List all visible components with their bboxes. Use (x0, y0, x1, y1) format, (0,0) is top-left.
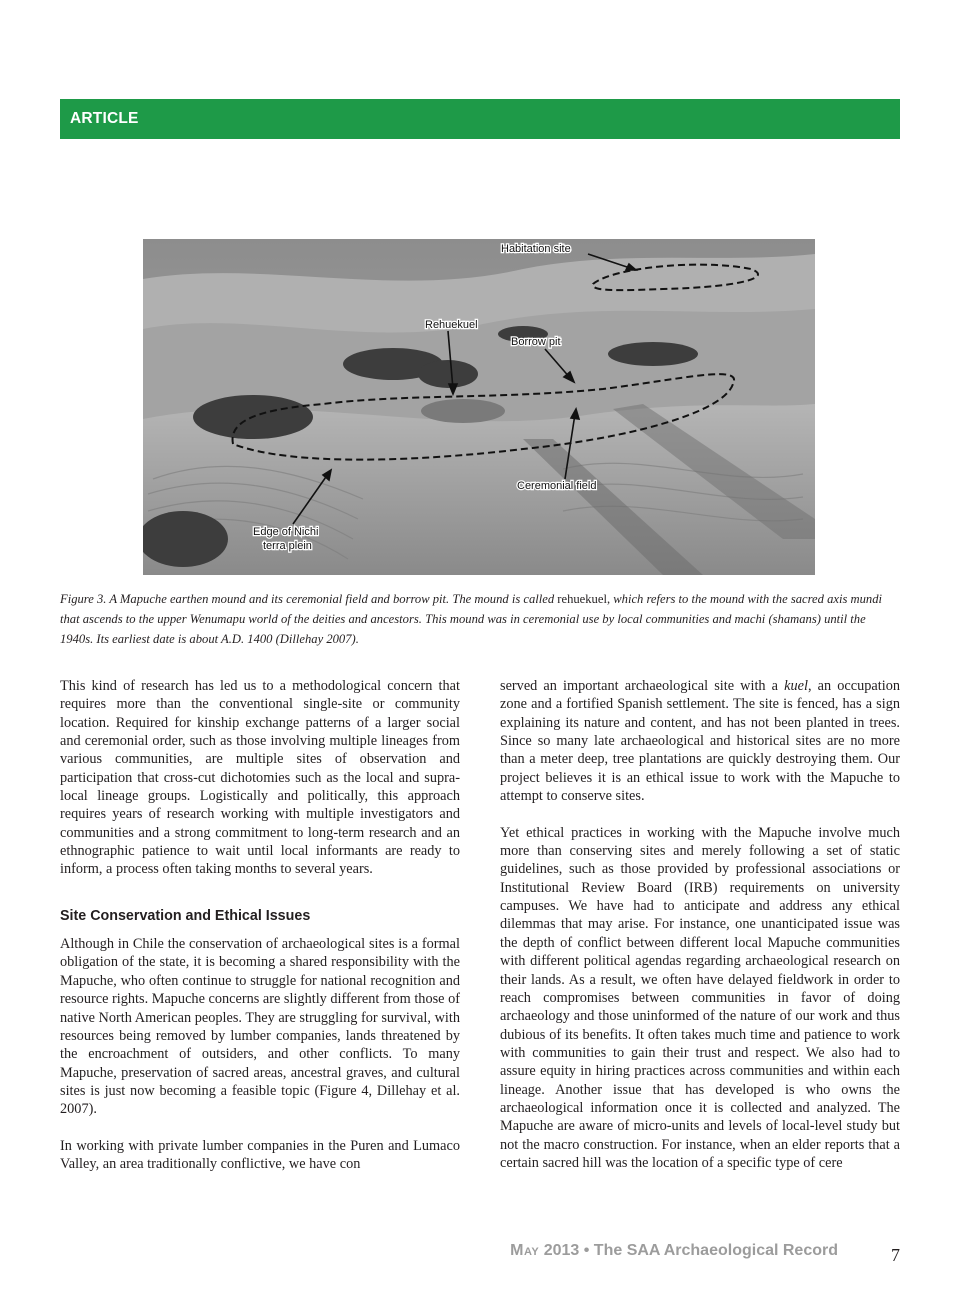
caption-part1: Figure 3. A Mapuche earthen mound and its ceremonial field and borrow pit. The mound is called (60, 592, 558, 606)
label-borrow-pit: Borrow pit (511, 336, 561, 348)
page-number: 7 (891, 1245, 900, 1265)
footer-journal-title (510, 1242, 838, 1260)
footer-month: May (510, 1242, 540, 1259)
italic-term: kuel (784, 678, 808, 694)
paragraph: Although in Chile the conservation of archaeological sites is a formal obligation of the state, it is becoming a shared responsibility with the Mapuche, who often continue to struggle for national recognition and resource rights. Mapuche concerns are slightly different from those of native North American peoples. They are struggling for survival, with resources being removed by lumber companies, lands threatened by the encroachment of outsiders, and other conflicts. To many Mapuche, preservation of sacred areas, ancestral graves, and cultural sites is just now becoming a feasible topic (Figure 4, Dillehay et al. 2007). (60, 936, 460, 1118)
paragraph: This kind of research has led us to a methodological concern that requires more than the conventional single-site or community location. Required for kinship exchange patterns of a larger social and ceremonial order, such as those involving multiple lineages from various communities, are multiple sites of observation and participation that cross-cut dichotomies such as the local and supra-local lineage groups. Logistically and politically, this approach requires years of research working with multiple investigators and communities and a strong commitment to long-term research and an ethnographic patience to wait until local informants are ready to inform, a process often taking months to several years. (60, 678, 460, 878)
caption-part2: which refers to the mound with the sacred axis mundi that ascends to the upper Wenumapu world of the deities and ancestors. This mound was in ceremonial use by local communities and machi (shamans) until the 1940s. Its earliest date is about A.D. 1400 (Dillehay 2007). (60, 592, 883, 646)
section-label: ARTICLE (70, 110, 139, 127)
aerial-landscape-image (143, 239, 815, 575)
text-run: served an important archaeological site with a (500, 678, 785, 694)
figure-photo (143, 239, 815, 575)
footer-journal-text: 2013 • The SAA Archaeological Record (539, 1242, 838, 1259)
section-banner (60, 99, 900, 139)
label-ceremonial-field: Ceremonial field (517, 480, 597, 492)
label-terra-plein: terra plein (263, 540, 312, 552)
figure-caption (60, 589, 900, 649)
label-habitation-site: Habitation site (501, 243, 571, 255)
right-column (500, 677, 900, 1172)
label-rehuekuel: Rehuekuel (425, 319, 478, 331)
paragraph: Yet ethical practices in working with the Mapuche involve much more than conserving sites and merely following a set of static guidelines, such as those provided by professional associations or Institutional Review Board (IRB) requirements on university campuses. We have had to anticipate and address any ethical dilemmas that may arise. For instance, one unanticipated issue was the depth of conflict between different local Mapuche communities with different political agendas regarding archaeological research on their lands. As a result, we often have delayed fieldwork in order to reach compromises between communities in favor of doing archaeology and those uninformed of the nature of our work and thus dubious of its benefits. It often takes much time and patience to work with communities to gain their trust and respect. We also had to assure equity in hiring practices across communities and within each lineage. Another issue that has developed is who owns the archaeological information once it is collected and analyzed. The Mapuche are aware of micro-units and levels of local-level study but not the macro construction. For instance, when an elder reports that a certain sacred hill was the location of a specific type of cere (500, 824, 900, 1171)
caption-term: rehuekuel, (557, 592, 611, 606)
paragraph (500, 677, 900, 805)
section-heading: Site Conservation and Ethical Issues (60, 907, 311, 924)
text-run: , an occupation zone and a fortified Spanish settlement. The site is fenced, has a sign explaining its nature and content, and has not been planted in trees. Since so many late archaeological and historical sites are no more than a meter deep, tree plantations are quickly destroying them. Our project believes it is an ethical issue to work with the Mapuche to attempt to conserve sites. (500, 678, 900, 805)
left-column (60, 677, 460, 1174)
label-edge-of-nichi: Edge of Nichi (253, 526, 319, 538)
paragraph: In working with private lumber companies in the Puren and Lumaco Valley, an area traditionally conflictive, we have con (60, 1137, 460, 1173)
